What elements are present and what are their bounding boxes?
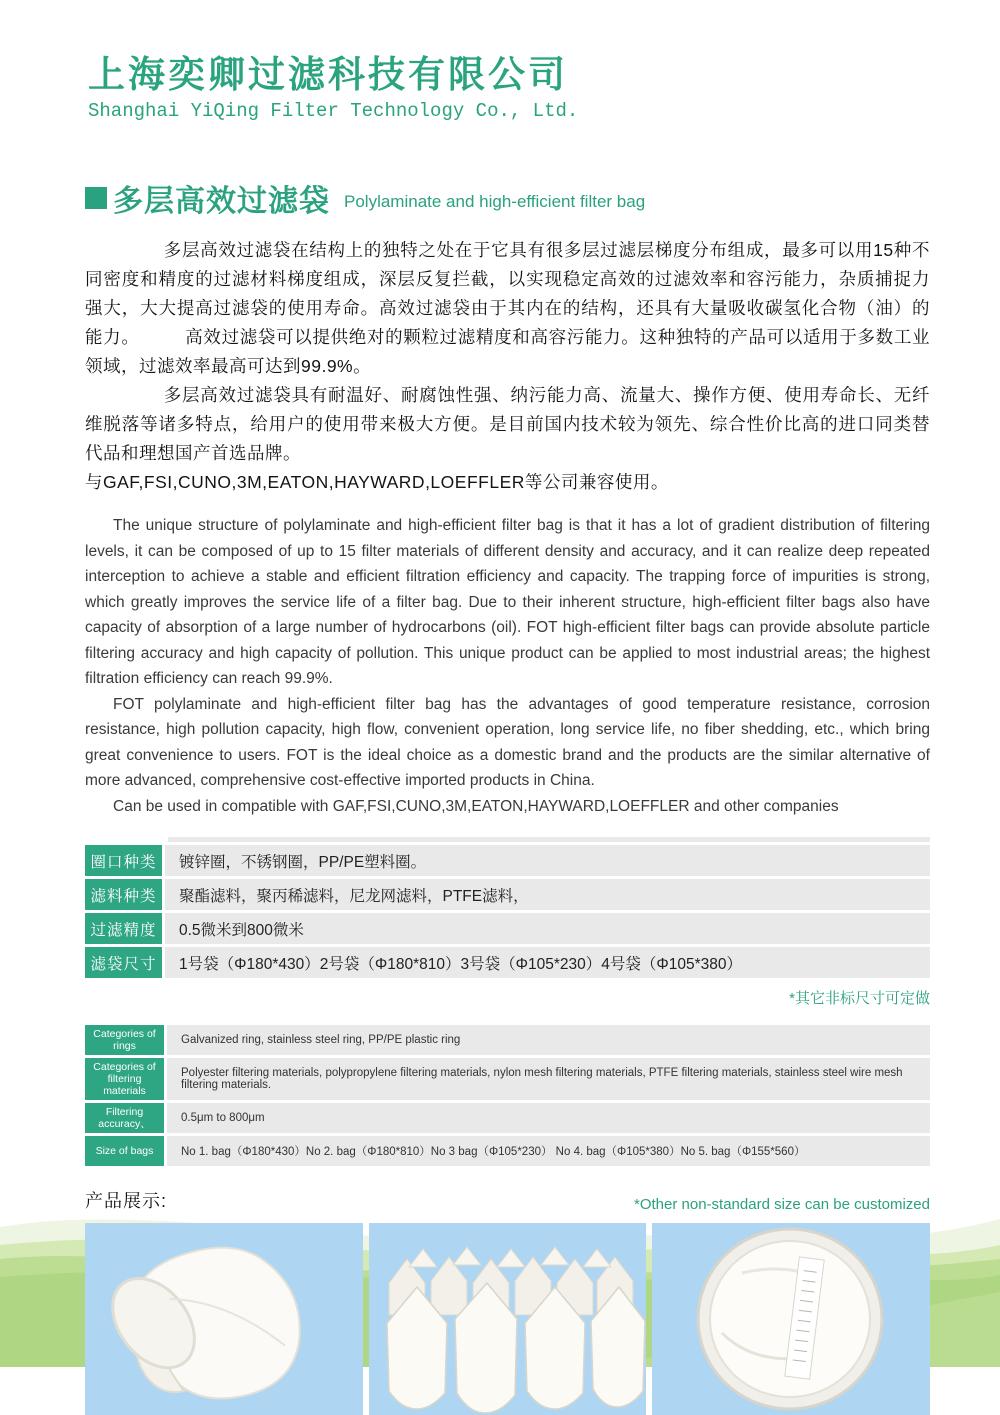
intro-block-en [85,513,930,819]
spec-table-zh [85,842,930,981]
spec-label-accuracy-en: Filtering accuracy、 [85,1103,167,1133]
filter-bag-top-view-photo [652,1223,930,1415]
product-display-label: 产品展示: [85,1191,168,1212]
spec-label-ring-types: 圈口种类 [85,845,165,876]
table-row [85,1103,930,1133]
intro-paragraph-zh-3: 与GAF,FSI,CUNO,3M,EATON,HAYWARD,LOEFFLER等公司兼容使用。 [85,472,669,493]
spec-label-ring-types-en: Categories of rings [85,1025,167,1055]
intro-paragraph-en-2: FOT polylaminate and high-efficient filter bag has the advantages of good temperature resistance, corrosion resistance, high pollution capacity, high flow, convenient operation, long service life, no fiber shedding, etc., which bring great convenience to users. FOT is the ideal choice as a domestic brand and the products are the similar alternative of more advanced, comprehensive cost-effective imported products in China. [85,695,930,790]
spec-value-media-types-en: Polyester filtering materials, polypropylene filtering materials, nylon mesh filtering materials, PTFE filtering materials, stainless steel wire mesh filtering materials. [167,1058,930,1100]
table-row [85,913,930,944]
table-row [85,879,930,910]
section-bullet-icon [85,187,107,209]
spec-table-en [85,1022,930,1169]
filter-bag-array-photo [369,1223,647,1415]
single-filter-bag-photo [85,1223,363,1415]
company-name-en: Shanghai YiQing Filter Technology Co., Ltd. [88,100,579,123]
spec-label-accuracy: 过滤精度 [85,913,165,944]
intro-paragraph-zh-2: 多层高效过滤袋具有耐温好、耐腐蚀性强、纳污能力高、流量大、操作方便、使用寿命长、无纤维脱落等诸多特点，给用户的使用带来极大方便。是目前国内技术较为领先、综合性价比高的进口同类替代品和理想国产首选品牌。 [85,385,930,464]
spec-label-media-types: 滤料种类 [85,879,165,910]
filter-bag-array-illustration [369,1223,647,1415]
spec-value-bag-size-en: No 1. bag（Φ180*430）No 2. bag（Φ180*810）No 3 bag（Φ105*230） No 4. bag（Φ105*380）No 5. bag（Φ155*560） [167,1136,930,1166]
table-row [85,1025,930,1055]
filter-bag-top-view-illustration [652,1223,930,1415]
section-title [85,176,930,220]
spec-label-media-types-en: Categories of filtering materials [85,1058,167,1100]
spec-value-media-types: 聚酯滤料，聚丙稀滤料，尼龙网滤料，PTFE滤料， [165,879,930,910]
spec-value-bag-size: 1号袋（Φ180*430）2号袋（Φ180*810）3号袋（Φ105*230）4号袋（Φ105*380） [165,947,930,978]
spec-label-bag-size: 滤袋尺寸 [85,947,165,978]
intro-block-zh [85,236,930,497]
spec-value-accuracy-en: 0.5μm to 800μm [167,1103,930,1133]
section-title-en: Polylaminate and high-efficient filter bag [344,192,646,212]
company-header [0,0,1000,122]
intro-paragraph-en-3: Can be used in compatible with GAF,FSI,CUNO,3M,EATON,HAYWARD,LOEFFLER and other companies [113,797,839,815]
table-row [85,947,930,978]
section-title-zh: 多层高效过滤袋 [113,185,330,219]
spec-label-bag-size-en: Size of bags [85,1136,167,1166]
custom-size-note-zh: *其它非标尺寸可定做 [789,990,930,1008]
spec-value-ring-types-en: Galvanized ring, stainless steel ring, PP/PE plastic ring [167,1025,930,1055]
intro-paragraph-zh-1: 多层高效过滤袋在结构上的独特之处在于它具有很多层过滤层梯度分布组成，最多可以用15种不同密度和精度的过滤材料梯度组成，深层反复拦截，以实现稳定高效的过滤效率和容污能力，杂质捕捉力强大，大大提高过滤袋的使用寿命。高效过滤袋由于其内在的结构，还具有大量吸收碳氢化合物（油）的能力。 高效过滤袋可以提供绝对的颗粒过滤精度和高容污能力。这种独特的产品可以适用于多数工业领域，过滤效率最高可达到99.9%。 [85,240,930,377]
table-row [85,845,930,876]
table-row [85,1058,930,1100]
spec-value-accuracy: 0.5微米到800微米 [165,913,930,944]
spec-value-ring-types: 镀锌圈，不锈钢圈，PP/PE塑料圈。 [165,845,930,876]
custom-size-note-en: *Other non-standard size can be customized [634,1196,930,1214]
intro-paragraph-en-1: The unique structure of polylaminate and high-efficient filter bag is that it has a lot of gradient distribution of filtering levels, it can be composed of up to 15 filter materials of different density and accuracy, and it can realize deep repeated interception to achieve a stable and efficient filtration efficiency and capacity. The trapping force of impurities is strong, which greatly improves the service life of a filter bag. Due to their inherent structure, high-efficient filter bags also have capacity of absorption of a large number of hydrocarbons (oil). FOT high-efficient filter bags can provide absolute particle filtering accuracy and high capacity of pollution. This unique product can be applied to most industrial areas; the highest filtration efficiency can reach 99.9%. [85,517,930,688]
product-photos [85,1223,930,1415]
table-row [85,1136,930,1166]
single-filter-bag-illustration [85,1223,363,1415]
company-name-zh: 上海奕卿过滤科技有限公司 [88,52,568,96]
